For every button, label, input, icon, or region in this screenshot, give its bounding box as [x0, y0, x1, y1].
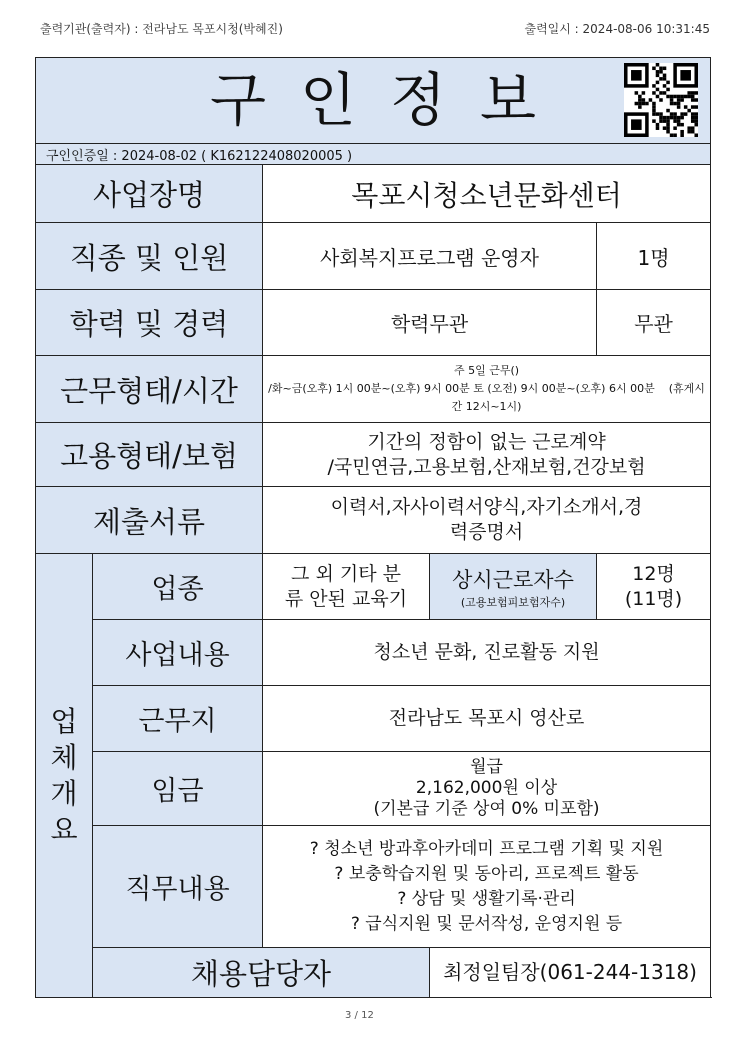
wage-label: 임금 [93, 752, 263, 826]
wage-amount: 2,162,000원 이상 [415, 778, 558, 798]
workers-count: 12명 [632, 562, 675, 585]
duty-item: ? 보충학습지원 및 동아리, 프로젝트 활동 [334, 863, 639, 884]
workers-value [597, 554, 711, 620]
side-char-1: 업 [50, 704, 78, 738]
workers-label-cell [430, 554, 597, 620]
page-title: 구인정보 [209, 66, 571, 134]
location-value: 전라남도 목포시 영산로 [263, 686, 711, 752]
side-char-3: 개 [50, 776, 78, 810]
industry-label: 업종 [93, 554, 263, 620]
business-content-label: 사업내용 [93, 620, 263, 686]
side-char-2: 체 [50, 740, 78, 774]
insured-count: (11명) [624, 587, 683, 610]
qr-code-icon [624, 63, 698, 137]
job-value: 사회복지프로그램 운영자 [263, 223, 597, 290]
location-label: 근무지 [93, 686, 263, 752]
workers-sub-label: (고용보험피보험자수) [460, 595, 566, 609]
business-content-value: 청소년 문화, 진로활동 지원 [263, 620, 711, 686]
education-value: 학력무관 [263, 290, 597, 356]
job-info-table [35, 57, 711, 998]
side-char-4: 요 [50, 812, 78, 846]
job-label: 직종 및 인원 [36, 223, 263, 290]
job-count: 1명 [597, 223, 711, 290]
industry-value [263, 554, 430, 620]
title-banner [36, 58, 711, 144]
duty-item: ? 청소년 방과후아카데미 프로그램 기획 및 지원 [309, 838, 664, 859]
work-schedule [263, 380, 710, 416]
employment-label: 고용형태/보험 [36, 423, 263, 487]
job-posting-document [35, 57, 710, 991]
industry-line-1: 그 외 기타 분 [291, 562, 401, 585]
employment-value [263, 423, 711, 487]
education-label: 학력 및 경력 [36, 290, 263, 356]
duty-item: ? 상담 및 생활기록·관리 [397, 888, 576, 909]
documents-value [263, 487, 711, 554]
workers-label: 상시근로자수 [452, 567, 574, 592]
business-name-label: 사업장명 [36, 165, 263, 223]
work-times: /화~금(오후) 1시 00분~(오후) 9시 00분 토 (오전) 9시 00분~(오후) 6시 00분 [268, 382, 655, 395]
break-time: (휴게시간 12시~1시) [451, 382, 705, 413]
wage-type: 월급 [470, 757, 503, 777]
issuer-text: 출력기관(출력자) : 전라남도 목포시청(박혜진) [40, 22, 283, 36]
wage-value [263, 752, 711, 826]
documents-label: 제출서류 [36, 487, 263, 554]
certificate-line: 구인인증일 : 2024-08-02 ( K162122408020005 ) [36, 144, 711, 165]
contact-value: 최정일팀장(061-244-1318) [430, 948, 711, 998]
work-days: 주 5일 근무() [453, 364, 520, 377]
documents-line-1: 이력서,자사이력서양식,자기소개서,경 [330, 496, 643, 518]
work-hours-value [263, 356, 711, 423]
contract-type: 기간의 정함이 없는 근로계약 [367, 430, 606, 453]
duties-label: 직무내용 [93, 826, 263, 948]
documents-line-2: 력증명서 [449, 521, 524, 543]
company-overview-label [36, 554, 93, 998]
duties-value [263, 826, 711, 948]
work-hours-label: 근무형태/시간 [36, 356, 263, 423]
page-number: 3 / 12 [345, 1010, 374, 1021]
duty-item: ? 급식지원 및 문서작성, 운영지원 등 [350, 913, 623, 934]
wage-note: (기본급 기준 상여 0% 미포함) [373, 799, 600, 819]
business-name-value: 목포시청소년문화센터 [263, 165, 711, 223]
print-datetime: 출력일시 : 2024-08-06 10:31:45 [524, 22, 710, 36]
contact-label: 채용담당자 [93, 948, 430, 998]
career-value: 무관 [597, 290, 711, 356]
industry-line-2: 류 안된 교육기 [284, 587, 408, 610]
insurance-list: /국민연금,고용보험,산재보험,건강보험 [327, 455, 646, 478]
